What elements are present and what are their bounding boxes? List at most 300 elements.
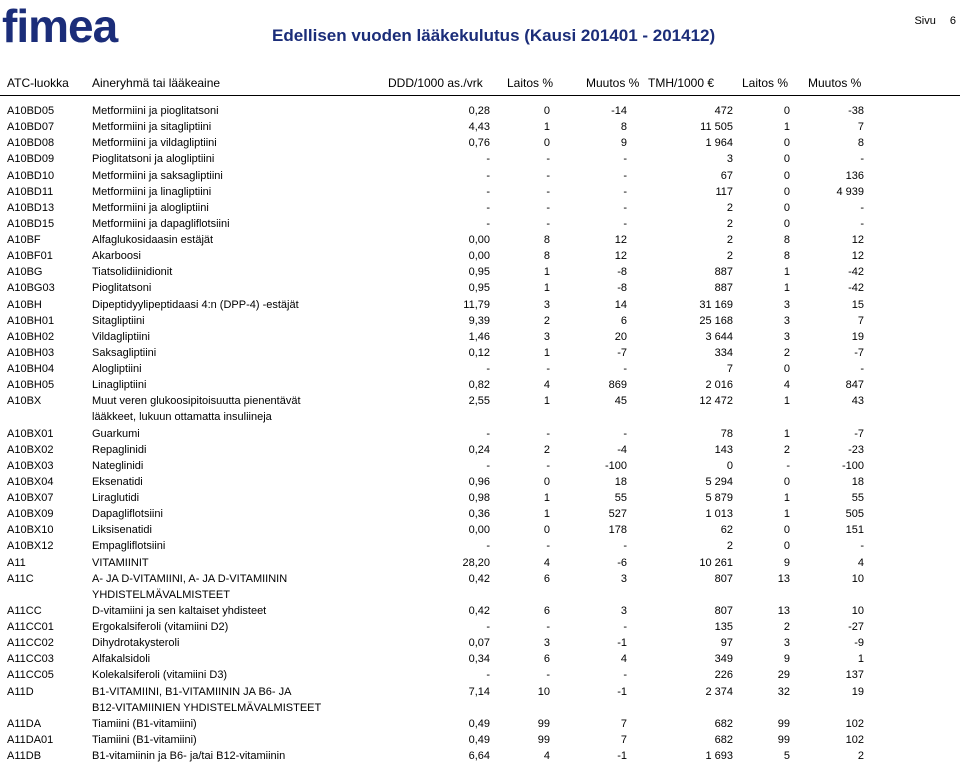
muutos-ddd-cell: -	[623, 363, 627, 375]
ddd-value-cell: 0,49	[468, 717, 490, 730]
muutos-ddd-cell: -7	[617, 346, 627, 359]
table-row	[0, 522, 960, 538]
substance-name-cell: lääkkeet, lukuun ottamatta insuliineja	[92, 411, 272, 424]
laitos-ddd-cell: 0	[543, 137, 550, 150]
laitos-ddd-cell: 6	[543, 653, 550, 666]
atc-code-cell: A11DA01	[7, 733, 54, 746]
muutos-ddd-cell: 45	[614, 395, 627, 408]
header-divider	[0, 95, 960, 96]
atc-code-cell: A10BG03	[7, 282, 55, 295]
muutos-tmh-cell: 10	[851, 572, 864, 585]
atc-code-cell: A11D	[7, 685, 34, 698]
substance-name-cell: Empagliflotsiini	[92, 540, 166, 553]
muutos-ddd-cell: 12	[614, 234, 627, 246]
laitos-ddd-cell: 1	[543, 508, 550, 521]
laitos-tmh-cell: -	[786, 459, 790, 472]
table-row	[0, 716, 960, 732]
laitos-tmh-cell: 3	[783, 298, 790, 311]
muutos-ddd-cell: 3	[620, 604, 627, 617]
substance-name-cell: Liksisenatidi	[92, 524, 152, 537]
muutos-ddd-cell: 7	[620, 733, 627, 746]
column-header-muutos-tmh: Muutos %	[808, 76, 862, 90]
laitos-ddd-cell: 0	[543, 475, 550, 488]
table-row	[0, 168, 960, 184]
atc-code-cell: A10BX12	[7, 540, 54, 553]
muutos-ddd-cell: 14	[614, 298, 627, 311]
tmh-value-cell: 226	[714, 669, 733, 682]
substance-name-cell: Alfaglukosidaasin estäjät	[92, 234, 214, 246]
substance-name-cell: YHDISTELMÄVALMISTEET	[92, 588, 230, 601]
ddd-value-cell: 4,43	[468, 121, 490, 134]
column-header-ddd: DDD/1000 as./vrk	[388, 76, 483, 90]
data-table	[0, 103, 960, 764]
tmh-value-cell: 5 294	[705, 475, 733, 488]
atc-code-cell: A10BH02	[7, 330, 55, 343]
laitos-tmh-cell: 0	[783, 524, 790, 537]
laitos-ddd-cell: 3	[543, 330, 550, 343]
table-row	[0, 329, 960, 345]
muutos-tmh-cell: -	[860, 217, 864, 230]
column-header-tmh: TMH/1000 €	[648, 76, 715, 90]
laitos-ddd-cell: 1	[543, 121, 550, 134]
atc-code-cell: A10BH04	[7, 363, 55, 375]
muutos-tmh-cell: -42	[848, 282, 864, 295]
muutos-ddd-cell: -1	[617, 750, 627, 762]
muutos-ddd-cell: 3	[620, 572, 627, 585]
laitos-ddd-cell: 2	[543, 314, 550, 327]
table-row	[0, 103, 960, 119]
substance-name-cell: Liraglutidi	[92, 492, 140, 504]
logo-wordmark: fimea	[2, 0, 118, 52]
laitos-ddd-cell: 1	[543, 282, 550, 295]
ddd-value-cell: -	[486, 363, 490, 375]
substance-name-cell: D-vitamiini ja sen kaltaiset yhdisteet	[92, 604, 267, 617]
substance-name-cell: Alfakalsidoli	[92, 653, 151, 666]
muutos-tmh-cell: -	[860, 201, 864, 214]
ddd-value-cell: 0,07	[468, 637, 490, 650]
table-row	[0, 184, 960, 200]
substance-name-cell: Metformiini ja pioglitatsoni	[92, 105, 219, 117]
laitos-tmh-cell: 13	[777, 572, 790, 585]
table-row	[0, 377, 960, 393]
table-row	[0, 651, 960, 667]
laitos-tmh-cell: 1	[783, 427, 790, 440]
laitos-tmh-cell: 0	[783, 185, 790, 198]
substance-name-cell: Saksagliptiini	[92, 346, 157, 359]
laitos-tmh-cell: 1	[783, 121, 790, 134]
laitos-tmh-cell: 3	[783, 330, 790, 343]
tmh-value-cell: 3 644	[705, 330, 733, 343]
table-row	[0, 667, 960, 683]
table-row	[0, 248, 960, 264]
tmh-value-cell: 31 169	[699, 298, 733, 311]
ddd-value-cell: -	[486, 540, 490, 553]
substance-name-cell: Dihydrotakysteroli	[92, 637, 180, 650]
muutos-ddd-cell: -1	[617, 637, 627, 650]
substance-name-cell: B1-vitamiinin ja B6- ja/tai B12-vitamiinin	[92, 750, 286, 762]
muutos-tmh-cell: 102	[845, 717, 864, 730]
substance-name-cell: Metformiini ja alogliptiini	[92, 201, 209, 214]
laitos-ddd-cell: 6	[543, 572, 550, 585]
laitos-tmh-cell: 0	[783, 153, 790, 166]
ddd-value-cell: 0,82	[468, 379, 490, 392]
laitos-tmh-cell: 3	[783, 314, 790, 327]
ddd-value-cell: 0,76	[468, 137, 490, 150]
substance-name-cell: B12-VITAMIINIEN YHDISTELMÄVALMISTEET	[92, 701, 322, 714]
atc-code-cell: A11	[7, 556, 26, 569]
muutos-tmh-cell: 55	[851, 492, 864, 504]
laitos-ddd-cell: 4	[543, 379, 550, 392]
atc-code-cell: A10BX03	[7, 459, 54, 472]
laitos-ddd-cell: -	[546, 201, 550, 214]
tmh-value-cell: 1 013	[705, 508, 733, 521]
atc-code-cell: A10BX02	[7, 443, 54, 456]
muutos-ddd-cell: -6	[617, 556, 627, 569]
muutos-ddd-cell: 18	[614, 475, 627, 488]
atc-code-cell: A10BH01	[7, 314, 55, 327]
muutos-ddd-cell: 7	[620, 717, 627, 730]
laitos-tmh-cell: 1	[783, 492, 790, 504]
muutos-ddd-cell: 55	[614, 492, 627, 504]
muutos-ddd-cell: -	[623, 669, 627, 682]
laitos-ddd-cell: 1	[543, 346, 550, 359]
tmh-value-cell: 62	[720, 524, 733, 537]
tmh-value-cell: 682	[714, 733, 733, 746]
tmh-value-cell: 135	[714, 621, 733, 633]
muutos-ddd-cell: 8	[620, 121, 627, 134]
atc-code-cell: A10BX04	[7, 475, 54, 488]
atc-code-cell: A10BD08	[7, 137, 55, 150]
muutos-ddd-cell: 527	[608, 508, 627, 521]
laitos-ddd-cell: -	[546, 459, 550, 472]
laitos-ddd-cell: -	[546, 363, 550, 375]
tmh-value-cell: 12 472	[699, 395, 733, 408]
ddd-value-cell: 0,95	[468, 282, 490, 295]
laitos-tmh-cell: 4	[783, 379, 790, 392]
column-header-name: Aineryhmä tai lääkeaine	[92, 76, 221, 90]
tmh-value-cell: 0	[726, 459, 733, 472]
muutos-tmh-cell: -38	[848, 105, 864, 117]
ddd-value-cell: -	[486, 621, 490, 633]
tmh-value-cell: 2	[726, 234, 733, 246]
ddd-value-cell: 0,00	[468, 524, 490, 537]
muutos-tmh-cell: 19	[851, 330, 864, 343]
substance-name-cell: Guarkumi	[92, 427, 140, 440]
muutos-ddd-cell: -	[623, 185, 627, 198]
ddd-value-cell: 0,00	[468, 250, 490, 263]
muutos-tmh-cell: 43	[851, 395, 864, 408]
muutos-tmh-cell: 18	[851, 475, 864, 488]
substance-name-cell: Metformiini ja dapagliflotsiini	[92, 217, 230, 230]
muutos-tmh-cell: 19	[851, 685, 864, 698]
laitos-ddd-cell: 6	[543, 604, 550, 617]
substance-name-cell: Pioglitatsoni ja alogliptiini	[92, 153, 215, 166]
muutos-ddd-cell: 6	[620, 314, 627, 327]
muutos-tmh-cell: -42	[848, 266, 864, 279]
ddd-value-cell: -	[486, 217, 490, 230]
ddd-value-cell: 0,98	[468, 492, 490, 504]
substance-name-cell: Metformiini ja vildagliptiini	[92, 137, 217, 150]
muutos-ddd-cell: -8	[617, 266, 627, 279]
atc-code-cell: A10BH	[7, 298, 42, 311]
atc-code-cell: A11C	[7, 572, 34, 585]
atc-code-cell: A11CC01	[7, 621, 54, 633]
laitos-ddd-cell: 3	[543, 637, 550, 650]
tmh-value-cell: 78	[720, 427, 733, 440]
tmh-value-cell: 472	[714, 105, 733, 117]
laitos-tmh-cell: 0	[783, 105, 790, 117]
substance-name-cell: Kolekalsiferoli (vitamiini D3)	[92, 669, 228, 682]
muutos-ddd-cell: -8	[617, 282, 627, 295]
atc-code-cell: A11CC05	[7, 669, 54, 682]
laitos-ddd-cell: -	[546, 169, 550, 182]
table-row	[0, 619, 960, 635]
atc-code-cell: A10BD09	[7, 153, 55, 166]
substance-name-cell: B1-VITAMIINI, B1-VITAMIININ JA B6- JA	[92, 685, 292, 698]
substance-name-cell: Dapagliflotsiini	[92, 508, 163, 521]
ddd-value-cell: 11,79	[463, 298, 490, 311]
laitos-tmh-cell: 32	[777, 685, 790, 698]
laitos-tmh-cell: 99	[777, 733, 790, 746]
muutos-tmh-cell: 151	[845, 524, 864, 537]
muutos-tmh-cell: -23	[848, 443, 864, 456]
atc-code-cell: A10BD15	[7, 217, 55, 230]
atc-code-cell: A11CC	[7, 604, 42, 617]
laitos-ddd-cell: 0	[543, 105, 550, 117]
muutos-tmh-cell: 12	[851, 250, 864, 263]
laitos-ddd-cell: 99	[537, 733, 550, 746]
ddd-value-cell: 1,46	[468, 330, 490, 343]
laitos-tmh-cell: 9	[783, 653, 790, 666]
laitos-tmh-cell: 2	[783, 621, 790, 633]
table-row	[0, 119, 960, 135]
ddd-value-cell: 7,14	[468, 685, 490, 698]
laitos-ddd-cell: 4	[543, 556, 550, 569]
atc-code-cell: A10BD05	[7, 105, 55, 117]
tmh-value-cell: 2	[726, 217, 733, 230]
laitos-ddd-cell: 8	[543, 250, 550, 263]
atc-code-cell: A11CC02	[7, 637, 54, 650]
table-row	[0, 135, 960, 151]
table-row	[0, 409, 960, 425]
table-row	[0, 474, 960, 490]
tmh-value-cell: 11 505	[700, 121, 733, 134]
atc-code-cell: A10BD10	[7, 169, 55, 182]
ddd-value-cell: 0,00	[468, 234, 490, 246]
laitos-tmh-cell: 99	[777, 717, 790, 730]
atc-code-cell: A10BX01	[7, 427, 54, 440]
tmh-value-cell: 25 168	[699, 314, 733, 327]
laitos-tmh-cell: 0	[783, 363, 790, 375]
ddd-value-cell: -	[486, 427, 490, 440]
ddd-value-cell: 0,49	[468, 733, 490, 746]
laitos-ddd-cell: -	[546, 427, 550, 440]
laitos-ddd-cell: -	[546, 153, 550, 166]
table-row	[0, 700, 960, 716]
ddd-value-cell: -	[486, 669, 490, 682]
substance-name-cell: Akarboosi	[92, 250, 141, 263]
muutos-ddd-cell: -	[623, 540, 627, 553]
column-header-laitos-ddd: Laitos %	[507, 76, 554, 90]
muutos-tmh-cell: -7	[854, 346, 864, 359]
laitos-tmh-cell: 1	[783, 266, 790, 279]
tmh-value-cell: 807	[714, 604, 733, 617]
laitos-ddd-cell: -	[546, 185, 550, 198]
ddd-value-cell: 0,12	[468, 346, 490, 359]
muutos-tmh-cell: 12	[851, 234, 864, 246]
table-row	[0, 200, 960, 216]
laitos-tmh-cell: 9	[783, 556, 790, 569]
laitos-tmh-cell: 2	[783, 443, 790, 456]
laitos-tmh-cell: 2	[783, 346, 790, 359]
laitos-ddd-cell: 2	[543, 443, 550, 456]
column-header-atc: ATC-luokka	[7, 76, 69, 90]
tmh-value-cell: 97	[720, 637, 733, 650]
muutos-tmh-cell: 2	[857, 750, 864, 762]
substance-name-cell: Vildagliptiini	[92, 330, 150, 343]
table-row	[0, 458, 960, 474]
substance-name-cell: Metformiini ja saksagliptiini	[92, 169, 223, 182]
substance-name-cell: A- JA D-VITAMIINI, A- JA D-VITAMIININ	[92, 572, 288, 585]
laitos-ddd-cell: 10	[537, 685, 550, 698]
laitos-tmh-cell: 0	[783, 137, 790, 150]
muutos-ddd-cell: -	[623, 153, 627, 166]
tmh-value-cell: 2 374	[705, 685, 733, 698]
tmh-value-cell: 117	[715, 185, 733, 198]
tmh-value-cell: 143	[714, 443, 733, 456]
ddd-value-cell: -	[486, 153, 490, 166]
ddd-value-cell: -	[486, 185, 490, 198]
table-row	[0, 426, 960, 442]
muutos-ddd-cell: 12	[614, 250, 627, 263]
atc-code-cell: A10BX07	[7, 492, 54, 504]
tmh-value-cell: 3	[726, 153, 733, 166]
substance-name-cell: Eksenatidi	[92, 475, 143, 488]
ddd-value-cell: -	[486, 459, 490, 472]
atc-code-cell: A10BD07	[7, 121, 55, 134]
laitos-tmh-cell: 1	[783, 508, 790, 521]
laitos-ddd-cell: -	[546, 621, 550, 633]
column-header-laitos-tmh: Laitos %	[742, 76, 789, 90]
ddd-value-cell: 0,36	[468, 508, 490, 521]
table-row	[0, 264, 960, 280]
table-row	[0, 732, 960, 748]
substance-name-cell: Linagliptiini	[92, 379, 147, 392]
muutos-tmh-cell: -	[860, 363, 864, 375]
muutos-tmh-cell: 505	[845, 508, 864, 521]
table-row	[0, 555, 960, 571]
laitos-ddd-cell: -	[546, 540, 550, 553]
page-number: 6	[949, 15, 956, 27]
substance-name-cell: Pioglitatsoni	[92, 282, 152, 295]
laitos-ddd-cell: 3	[543, 298, 550, 311]
laitos-ddd-cell: 0	[543, 524, 550, 537]
tmh-value-cell: 334	[714, 346, 733, 359]
atc-code-cell: A10BX09	[7, 508, 54, 521]
table-row	[0, 361, 960, 377]
muutos-tmh-cell: 1	[857, 653, 864, 666]
muutos-tmh-cell: 137	[845, 669, 864, 682]
table-row	[0, 571, 960, 587]
tmh-value-cell: 349	[714, 653, 733, 666]
table-header	[0, 76, 960, 92]
ddd-value-cell: 0,96	[468, 475, 490, 488]
ddd-value-cell: -	[486, 169, 490, 182]
ddd-value-cell: 0,42	[468, 604, 490, 617]
muutos-tmh-cell: -9	[854, 637, 864, 650]
atc-code-cell: A10BF01	[7, 250, 53, 263]
tmh-value-cell: 807	[714, 572, 733, 585]
laitos-tmh-cell: 0	[783, 169, 790, 182]
atc-code-cell: A11DB	[7, 750, 42, 762]
muutos-tmh-cell: 4 939	[836, 185, 864, 198]
substance-name-cell: Nateglinidi	[92, 459, 144, 472]
ddd-value-cell: 28,20	[462, 556, 490, 569]
ddd-value-cell: 6,64	[468, 750, 490, 762]
atc-code-cell: A10BD13	[7, 201, 55, 214]
substance-name-cell: Ergokalsiferoli (vitamiini D2)	[92, 621, 229, 633]
muutos-ddd-cell: -4	[617, 443, 627, 456]
laitos-ddd-cell: -	[546, 217, 550, 230]
muutos-tmh-cell: -	[860, 540, 864, 553]
substance-name-cell: VITAMIINIT	[92, 556, 149, 569]
ddd-value-cell: -	[486, 201, 490, 214]
laitos-tmh-cell: 8	[783, 234, 790, 246]
laitos-tmh-cell: 0	[783, 475, 790, 488]
substance-name-cell: Tiamiini (B1-vitamiini)	[92, 717, 197, 730]
atc-code-cell: A10BX10	[7, 524, 54, 537]
muutos-tmh-cell: 15	[851, 298, 864, 311]
laitos-tmh-cell: 8	[783, 250, 790, 263]
table-row	[0, 232, 960, 248]
table-row	[0, 393, 960, 409]
tmh-value-cell: 2	[726, 540, 733, 553]
muutos-tmh-cell: 8	[857, 137, 864, 150]
tmh-value-cell: 10 261	[699, 556, 733, 569]
atc-code-cell: A10BH03	[7, 346, 55, 359]
tmh-value-cell: 5 879	[705, 492, 733, 504]
ddd-value-cell: 0,24	[468, 443, 490, 456]
muutos-tmh-cell: 847	[845, 379, 864, 392]
muutos-tmh-cell: -7	[854, 427, 864, 440]
table-row	[0, 684, 960, 700]
substance-name-cell: Repaglinidi	[92, 443, 147, 456]
atc-code-cell: A11CC03	[7, 653, 54, 666]
muutos-tmh-cell: -	[860, 153, 864, 166]
column-header-muutos-ddd: Muutos %	[586, 76, 640, 90]
page-indicator	[914, 15, 956, 27]
laitos-ddd-cell: 8	[543, 234, 550, 246]
report-title: Edellisen vuoden lääkekulutus (Kausi 201401 - 201412)	[272, 26, 716, 45]
page-label: Sivu	[914, 15, 936, 27]
substance-name-cell: Tiatsolidiinidionit	[92, 266, 173, 279]
substance-name-cell: Tiamiini (B1-vitamiini)	[92, 733, 197, 746]
muutos-ddd-cell: -100	[604, 459, 627, 472]
laitos-tmh-cell: 1	[783, 282, 790, 295]
muutos-tmh-cell: 102	[845, 733, 864, 746]
muutos-tmh-cell: 7	[857, 314, 864, 327]
muutos-ddd-cell: -	[623, 427, 627, 440]
muutos-tmh-cell: -27	[848, 621, 864, 633]
tmh-value-cell: 2 016	[705, 379, 733, 392]
laitos-tmh-cell: 29	[777, 669, 790, 682]
table-row	[0, 490, 960, 506]
atc-code-cell: A11DA	[7, 717, 42, 730]
muutos-ddd-cell: 9	[620, 137, 627, 150]
substance-name-cell: Dipeptidyylipeptidaasi 4:n (DPP-4) -estäjät	[92, 298, 299, 311]
table-row	[0, 313, 960, 329]
tmh-value-cell: 1 964	[705, 137, 733, 150]
